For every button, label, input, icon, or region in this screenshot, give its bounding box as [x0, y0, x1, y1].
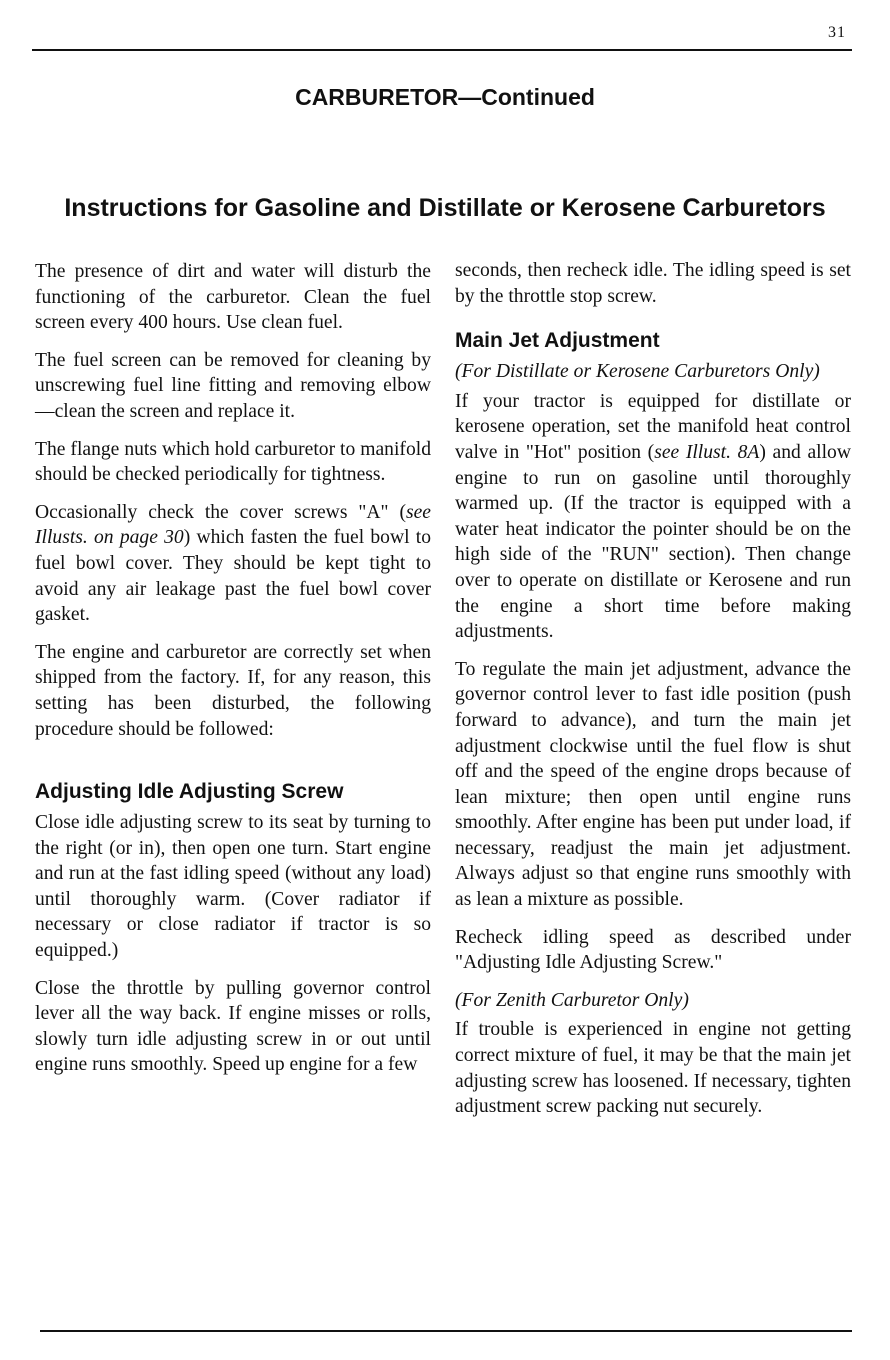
section-header: CARBURETOR—Continued — [295, 84, 595, 110]
paragraph: To regulate the main jet adjustment, advance the governor control lever to fast idle position (push forward to advance), and turn the main jet adjustment clockwise until the fuel flow is shut off and the speed of the engine drops because of lean mixture; then open until engine runs smoothly. After engine has been put under load, if necessary, readjust the main jet adjustment. Always adjust so that engine runs smoothly with as lean a mixture as possible. — [455, 658, 851, 911]
left-column — [35, 259, 431, 1090]
paragraph — [455, 389, 851, 645]
paragraph: The flange nuts which hold carburetor to manifold should be checked periodically for tightness. — [35, 438, 431, 486]
paragraph — [35, 500, 431, 628]
paragraph: The engine and carburetor are correctly set when shipped from the factory. If, for any reason, this setting has been disturbed, the following procedure should be followed: — [35, 641, 431, 740]
paragraph: Close idle adjusting screw to its seat by turning to the right (or in), then open one turn. Start engine and run at the fast idling speed (without any load) until thoroughly warm. (Cover radiator if necessary or close radiator if tractor is so equipped.) — [35, 812, 431, 962]
page-title: Instructions for Gasoline and Distillate or Kerosene Carburetors — [64, 194, 826, 222]
paragraph: Recheck idling speed as described under "Adjusting Idle Adjusting Screw." — [455, 926, 851, 974]
text-run: ) which fasten the fuel bowl to fuel bowl cover. They should be kept tight to avoid any air leakage past the fuel bowl cover gasket. — [35, 527, 431, 626]
right-column — [455, 258, 851, 1132]
illustration-reference: see Illust. 8A — [654, 441, 760, 463]
italic-note: (For Distillate or Kerosene Carburetors Only) — [455, 361, 820, 383]
top-rule — [32, 49, 852, 51]
page-number: 31 — [828, 24, 846, 41]
paragraph: The fuel screen can be removed for cleaning by unscrewing fuel line fitting and removing elbow—clean the screen and replace it. — [35, 349, 431, 422]
subsection-heading: Main Jet Adjustment — [455, 329, 660, 353]
paragraph: Close the throttle by pulling governor control lever all the way back. If engine misses or rolls, slowly turn idle adjusting screw in or out until engine runs smoothly. Speed up engine for a few — [35, 977, 431, 1076]
text-run: Occasionally check the cover screws "A" ( — [35, 501, 406, 523]
bottom-rule — [40, 1330, 852, 1332]
illustration-reference: see Illusts. on page 30 — [35, 501, 431, 549]
italic-note: (For Zenith Carburetor Only) — [455, 989, 689, 1011]
text-run: If your tractor is equipped for distillate or kerosene operation, set the manifold heat control valve in "Hot" position ( — [455, 390, 851, 463]
paragraph: seconds, then recheck idle. The idling speed is set by the throttle stop screw. — [455, 260, 851, 307]
paragraph: If trouble is experienced in engine not getting correct mixture of fuel, it may be that the main jet adjusting screw has loosened. If necessary, tighten adjustment screw packing nut securely. — [455, 1019, 851, 1118]
subsection-heading: Adjusting Idle Adjusting Screw — [35, 780, 344, 804]
paragraph: The presence of dirt and water will disturb the functioning of the carburetor. Clean the fuel screen every 400 hours. Use clean fuel. — [35, 261, 431, 334]
text-run: ) and allow engine to run on gasoline until thoroughly warmed up. (If the tractor is equipped with a water heat indicator the pointer should be on the high side of the "RUN" section). Then change over to operate on distillate or Kerosene and run the engine a short time before making adjustments. — [455, 441, 851, 643]
